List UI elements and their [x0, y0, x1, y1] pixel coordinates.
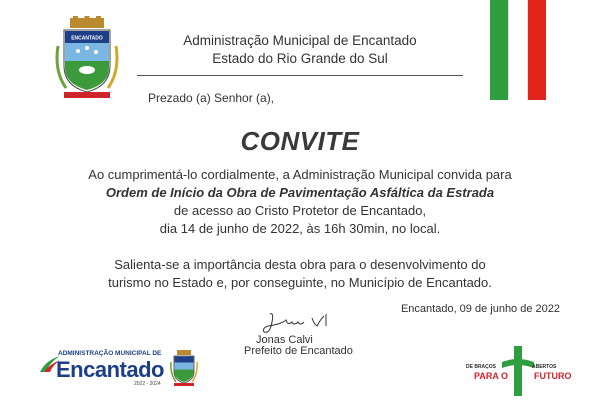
- small-crest-icon: [170, 350, 198, 386]
- greeting: Prezado (a) Senhor (a),: [148, 91, 275, 105]
- body-line-1: Ao cumprimentá-lo cordialmente, a Administração Municipal convida para: [88, 167, 512, 182]
- logo-years: 2022 - 2024: [134, 381, 161, 387]
- header-divider: [137, 75, 463, 76]
- body-line-5: Salienta-se a importância desta obra para o desenvolvimento do: [114, 257, 486, 272]
- body-line-3: de acesso ao Cristo Protetor de Encantado,: [173, 203, 427, 218]
- campaign-right-text: ABERTOS: [532, 364, 557, 370]
- signatory-name: Jonas Calvi: [256, 334, 313, 346]
- campaign-para-text: PARA O: [474, 371, 509, 381]
- flag-white-stripe: [508, 0, 528, 100]
- campaign-left-text: DE BRAÇOS: [466, 364, 497, 370]
- body-line-6: turismo no Estado e, por conseguinte, no Município de Encantado.: [108, 275, 492, 290]
- campaign-logo: [466, 346, 572, 396]
- state-flag: [490, 0, 546, 100]
- signatory-role: Prefeito de Encantado: [244, 345, 353, 357]
- header-title: Administração Municipal de Encantado: [183, 33, 417, 48]
- body-line-2: Ordem de Início da Obra de Pavimentação Asfáltica da Estrada: [105, 185, 495, 200]
- logo-main-text: Encantado: [56, 357, 164, 382]
- logo-top-text: ADMINISTRAÇÃO MUNICIPAL DE: [58, 350, 162, 357]
- header-subtitle: Estado do Rio Grande do Sul: [212, 51, 388, 66]
- date-line: Encantado, 09 de junho de 2022: [400, 303, 560, 315]
- flag-green-stripe: [490, 0, 508, 100]
- body-line-4: dia 14 de junho de 2022, às 16h 30min, no local.: [159, 221, 441, 236]
- administration-logo: [38, 350, 168, 390]
- coat-of-arms-crest: [54, 16, 120, 100]
- campaign-futuro-text: FUTURO: [534, 371, 572, 381]
- crest-label: ENCANTADO: [71, 35, 103, 42]
- document-title: CONVITE: [240, 126, 360, 156]
- flag-red-stripe: [528, 0, 546, 100]
